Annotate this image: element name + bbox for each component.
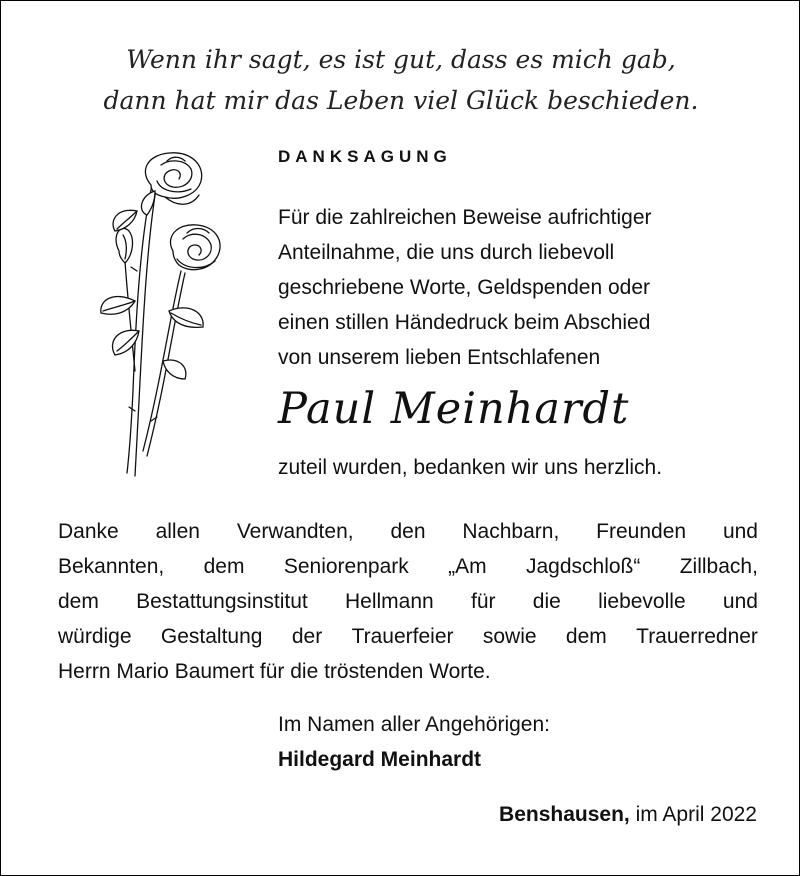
place-date-text: im April 2022 — [635, 803, 757, 826]
intro-paragraph — [278, 200, 744, 375]
motto-line-1: Wenn ihr sagt, es ist gut, dass es mich gab, — [126, 45, 676, 74]
word: Bekannten, — [58, 555, 165, 578]
body-line — [58, 619, 758, 654]
word: den — [390, 520, 426, 543]
word: sowie — [482, 625, 537, 648]
signature-intro: Im Namen aller Angehörigen: — [278, 713, 550, 736]
intro-line: einen stillen Händedruck beim Abschied — [278, 311, 651, 334]
word: liebevolle — [598, 590, 686, 613]
word: Trauerredner — [636, 625, 758, 648]
word: Bestattungsinstitut — [136, 590, 308, 613]
word: würdige — [58, 625, 132, 648]
word: allen — [155, 520, 200, 543]
word: dem — [58, 590, 99, 613]
word: für — [470, 590, 496, 613]
acknowledgement-paragraph — [58, 514, 758, 689]
word: die — [532, 590, 561, 613]
body-line — [58, 549, 758, 584]
intro-line: Für die zahlreichen Beweise aufrichtiger — [278, 206, 652, 229]
intro-line: von unserem lieben Entschlafenen — [278, 346, 601, 369]
motto-quote — [1, 39, 800, 121]
word: Seniorenpark — [283, 555, 409, 578]
word: Hellmann — [345, 590, 434, 613]
word: dem — [565, 625, 607, 648]
word: „Am — [448, 555, 487, 578]
place-city: Benshausen, — [499, 803, 630, 826]
deceased-name: Paul Meinhardt — [278, 384, 630, 434]
word: Gestaltung — [160, 625, 263, 648]
body-line — [58, 514, 758, 549]
body-line-last: Herrn Mario Baumert für die tröstenden Worte. — [58, 660, 491, 683]
word: Jagdschloß“ — [525, 555, 641, 578]
heading-danksagung: DANKSAGUNG — [278, 147, 452, 166]
signature-name: Hildegard Meinhardt — [278, 748, 482, 771]
intro-line: Anteilnahme, die uns durch liebevoll — [278, 241, 615, 264]
place-date — [499, 803, 757, 827]
word: Danke — [58, 520, 119, 543]
word: Nachbarn, — [462, 520, 560, 543]
thanks-line: zuteil wurden, bedanken wir uns herzlich. — [278, 456, 663, 479]
word: Verwandten, — [236, 520, 354, 543]
word: Freunden — [596, 520, 687, 543]
word: und — [722, 590, 758, 613]
intro-line: geschriebene Worte, Geldspenden oder — [278, 276, 651, 299]
word: dem — [203, 555, 245, 578]
body-line — [58, 584, 758, 619]
rose-icon — [81, 151, 231, 481]
signature-block — [278, 707, 550, 777]
word: Trauerfeier — [351, 625, 454, 648]
word: und — [722, 520, 758, 543]
motto-line-2: dann hat mir das Leben viel Glück beschieden. — [103, 86, 699, 115]
word: Zillbach, — [679, 555, 758, 578]
word: der — [291, 625, 323, 648]
